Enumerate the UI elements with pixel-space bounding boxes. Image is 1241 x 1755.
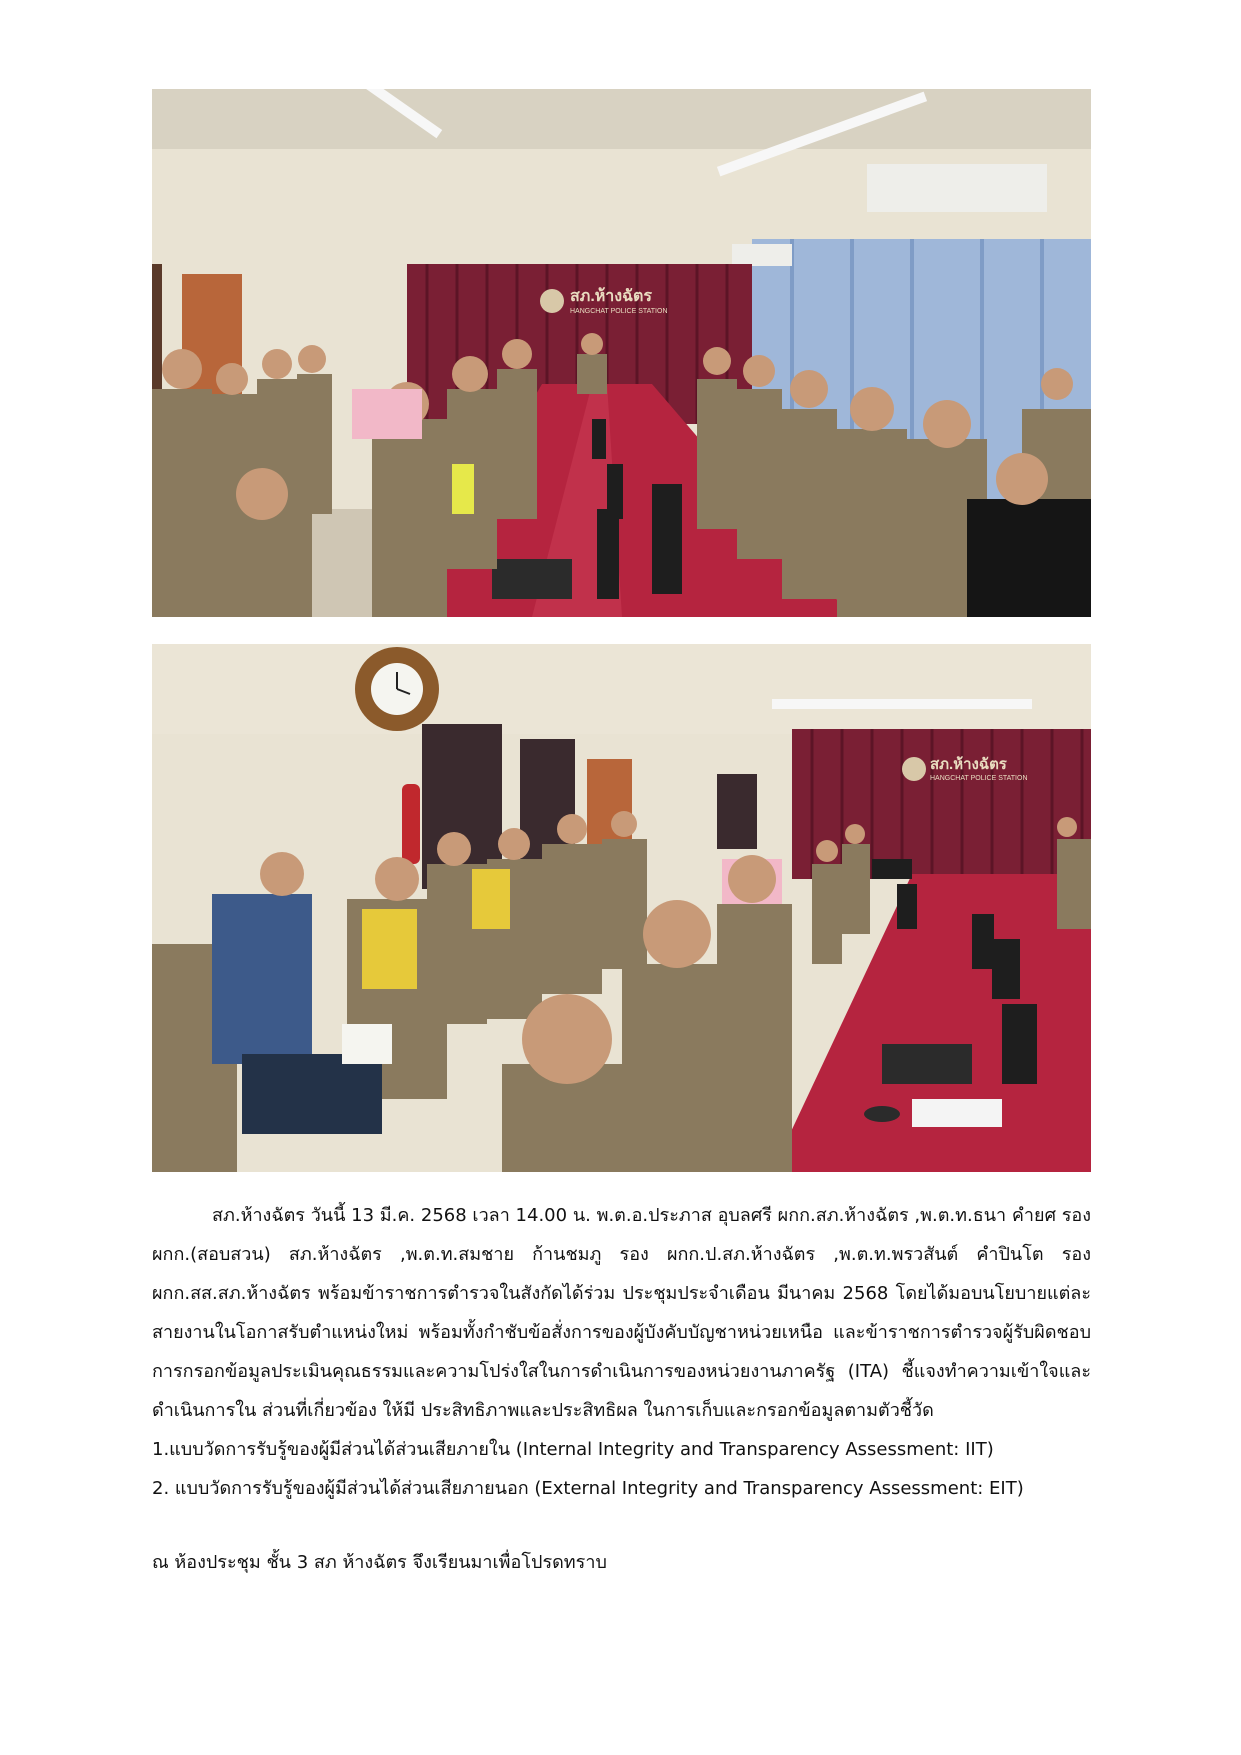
meeting-photo-bottom xyxy=(152,644,1091,1172)
station-sign-subtext: HANGCHAT POLICE STATION xyxy=(930,775,1028,782)
assessment-item-1: 1.แบบวัดการรับรู้ของผู้มีส่วนได้ส่วนเสียภายใน (Internal Integrity and Transparency Assessment: IIT) xyxy=(152,1439,994,1460)
closing-line: ณ ห้องประชุม ชั้น 3 สภ ห้างฉัตร จึงเรียนมาเพื่อโปรดทราบ xyxy=(152,1552,607,1573)
news-paragraph: สภ.ห้างฉัตร วันนี้ 13 มี.ค. 2568 เวลา 14.00 น. พ.ต.อ.ประภาส อุบลศรี ผกก.สภ.ห้างฉัตร ,พ.ต.ท.ธนา คำยศ รอง ผกก.(สอบสวน) สภ.ห้างฉัตร ,พ.ต.ท.สมชาย ก้านชมภู รอง ผกก.ป.สภ.ห้างฉัตร ,พ.ต.ท.พรวสันต์ คำปินโต รอง ผกก.สส.สภ.ห้างฉัตร พร้อมข้าราชการตำรวจในสังกัดได้ร่วม ประชุมประจำเดือน มีนาคม 2568 โดยได้มอบนโยบายแต่ละสายงานในโอกาสรับตำแหน่งใหม่ พร้อมทั้งกำชับข้อสั่งการของผู้บังคับบัญชาหน่วยเหนือ และข้าราชการตำรวจผู้รับผิดชอบ การกรอกข้อมูลประเมินคุณธรรมและความโปร่งใสในการดำเนินการของหน่วยงานภาครัฐ (ITA) ชี้แจงทำความเข้าใจและดำเนินการใน ส่วนที่เกี่ยวข้อง ให้มี ประสิทธิภาพและประสิทธิผล ในการเก็บและกรอกข้อมูลตามตัวชี้วัด xyxy=(152,1205,1091,1421)
news-body xyxy=(152,1196,1091,1508)
fire-extinguisher-icon xyxy=(402,784,420,864)
police-emblem-icon xyxy=(540,289,564,313)
meeting-photo-top xyxy=(152,89,1091,617)
police-emblem-icon xyxy=(902,757,926,781)
assessment-item-2: 2. แบบวัดการรับรู้ของผู้มีส่วนได้ส่วนเสียภายนอก (External Integrity and Transparency Assessment: EIT) xyxy=(152,1478,1024,1499)
station-sign-subtext: HANGCHAT POLICE STATION xyxy=(570,308,668,315)
station-sign: สภ.ห้างฉัตร xyxy=(570,288,652,305)
meeting-room-scene-1 xyxy=(152,89,1091,617)
meeting-room-scene-2 xyxy=(152,644,1091,1172)
station-sign: สภ.ห้างฉัตร xyxy=(930,756,1007,773)
